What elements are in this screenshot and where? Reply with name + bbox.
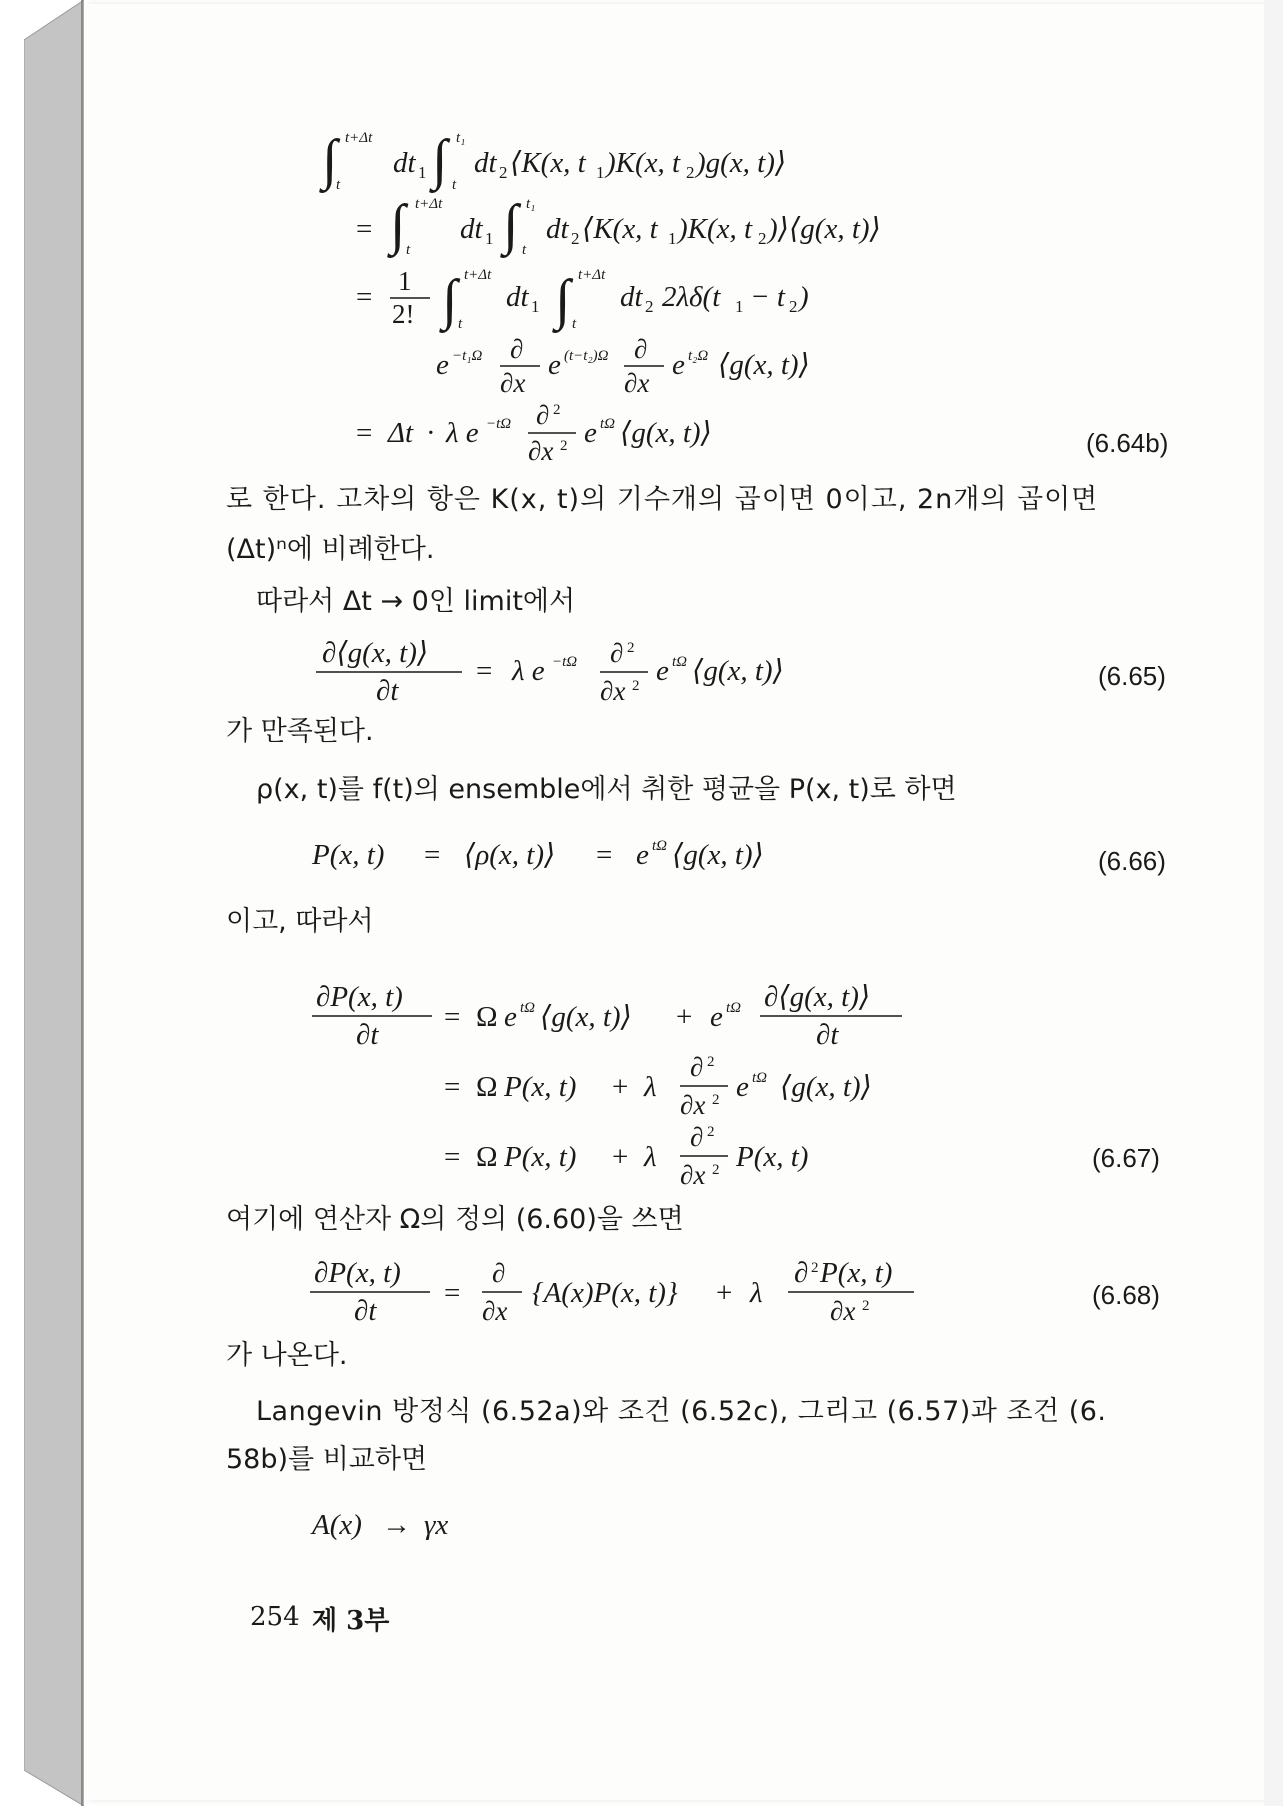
svg-text:2: 2 bbox=[707, 1054, 715, 1070]
svg-text:·: · bbox=[426, 417, 436, 449]
svg-text:1: 1 bbox=[531, 297, 540, 316]
svg-text:∂t: ∂t bbox=[376, 675, 399, 707]
equation-number-6-68: (6.68) bbox=[1092, 1280, 1160, 1310]
svg-text:⟨g(x, t)⟩: ⟨g(x, t)⟩ bbox=[718, 349, 810, 381]
svg-text:1: 1 bbox=[485, 229, 494, 248]
svg-text:Δt: Δt bbox=[388, 417, 414, 449]
svg-text:2: 2 bbox=[758, 229, 767, 248]
svg-text:⟨K(x, t: ⟨K(x, t bbox=[582, 213, 658, 245]
paragraph-ensemble: ρ(x, t)를 f(t)의 ensemble에서 취한 평균을 P(x, t)로 하면 bbox=[256, 774, 957, 805]
svg-text:2: 2 bbox=[553, 402, 561, 418]
svg-text:∂x: ∂x bbox=[482, 1296, 508, 1326]
svg-text:2: 2 bbox=[707, 1124, 715, 1140]
svg-text:t: t bbox=[336, 177, 341, 193]
svg-text:2: 2 bbox=[686, 163, 695, 182]
svg-text:∂x: ∂x bbox=[500, 368, 526, 398]
equation-number-6-66: (6.66) bbox=[1098, 846, 1166, 876]
paragraph-and-therefore: 이고, 따라서 bbox=[226, 906, 374, 937]
svg-text:⟨g(x, t)⟩: ⟨g(x, t)⟩ bbox=[620, 417, 712, 449]
svg-text:⟨ρ(x, t)⟩: ⟨ρ(x, t)⟩ bbox=[464, 839, 556, 871]
svg-text:dt: dt bbox=[620, 281, 643, 313]
part-label: 제 3부 bbox=[312, 1606, 390, 1636]
svg-text:)K(x, t: )K(x, t bbox=[606, 147, 681, 179]
svg-text:∂x: ∂x bbox=[600, 676, 626, 706]
svg-text:−tΩ: −tΩ bbox=[486, 416, 512, 432]
svg-text:=: = bbox=[444, 1141, 461, 1173]
svg-text:=: = bbox=[476, 655, 493, 687]
svg-text:{A(x)P(x, t)}: {A(x)P(x, t)} bbox=[532, 1277, 678, 1309]
svg-text:2λδ(t: 2λδ(t bbox=[662, 281, 721, 313]
paragraph-langevin-line-1: Langevin 방정식 (6.52a)와 조건 (6.52c), 그리고 (6.57)과 조건 (6. bbox=[256, 1396, 1107, 1427]
svg-text:e: e bbox=[736, 1071, 749, 1103]
svg-text:2: 2 bbox=[712, 1092, 720, 1108]
svg-text:λ: λ bbox=[644, 1071, 657, 1103]
svg-text:tΩ: tΩ bbox=[600, 416, 616, 432]
eq-6-68 bbox=[310, 1257, 914, 1327]
svg-text:1: 1 bbox=[398, 266, 412, 296]
svg-text:⟨K(x, t: ⟨K(x, t bbox=[510, 147, 586, 179]
svg-text:t₁: t₁ bbox=[526, 196, 536, 212]
svg-text:=: = bbox=[596, 839, 613, 871]
svg-text:2: 2 bbox=[789, 297, 798, 316]
svg-text:∂: ∂ bbox=[634, 334, 648, 364]
svg-text:P(x, t): P(x, t) bbox=[504, 1071, 577, 1103]
svg-text:tΩ: tΩ bbox=[652, 838, 668, 854]
svg-text:)g(x, t)⟩: )g(x, t)⟩ bbox=[696, 147, 787, 179]
svg-text:1: 1 bbox=[735, 297, 744, 316]
svg-text:λ: λ bbox=[750, 1277, 763, 1309]
svg-text:e: e bbox=[436, 349, 449, 381]
svg-text:∂P(x, t): ∂P(x, t) bbox=[314, 1257, 401, 1289]
svg-text:2: 2 bbox=[712, 1162, 720, 1178]
svg-text:=: = bbox=[444, 1001, 461, 1033]
svg-text:t: t bbox=[458, 316, 463, 332]
svg-text:∂: ∂ bbox=[610, 638, 624, 668]
svg-text:tΩ: tΩ bbox=[752, 1070, 768, 1086]
svg-text:∂: ∂ bbox=[510, 334, 524, 364]
svg-text:dt: dt bbox=[506, 281, 529, 313]
paragraph-limit: 따라서 Δt → 0인 limit에서 bbox=[256, 586, 576, 617]
paragraph-line-1: 로 한다. 고차의 항은 K(x, t)의 기수개의 곱이면 0이고, 2n개의 곱이면 bbox=[226, 484, 1099, 515]
svg-text:)K(x, t: )K(x, t bbox=[678, 213, 753, 245]
svg-text:=: = bbox=[424, 839, 441, 871]
svg-text:t₂Ω: t₂Ω bbox=[688, 348, 709, 364]
svg-text:t: t bbox=[406, 242, 411, 258]
svg-text:e: e bbox=[672, 349, 685, 381]
svg-text:e: e bbox=[584, 417, 597, 449]
svg-text:∂: ∂ bbox=[690, 1052, 704, 1082]
svg-text:λ e: λ e bbox=[512, 655, 545, 687]
equation-number-6-65: (6.65) bbox=[1098, 661, 1166, 691]
svg-text:⟨g(x, t)⟩: ⟨g(x, t)⟩ bbox=[692, 655, 784, 687]
svg-text:→: → bbox=[382, 1509, 411, 1541]
svg-text:=: = bbox=[444, 1071, 461, 1103]
svg-text:∫: ∫ bbox=[432, 129, 448, 191]
svg-text:1: 1 bbox=[418, 163, 427, 182]
svg-text:e: e bbox=[710, 1001, 723, 1033]
svg-text:2: 2 bbox=[560, 438, 568, 454]
svg-text:2: 2 bbox=[571, 229, 580, 248]
paragraph-result: 가 나온다. bbox=[226, 1340, 348, 1371]
svg-text:2: 2 bbox=[645, 297, 654, 316]
svg-text:∫: ∫ bbox=[322, 129, 338, 191]
svg-text:t: t bbox=[572, 316, 577, 332]
svg-text:dt: dt bbox=[460, 213, 483, 245]
svg-text:− t: − t bbox=[750, 281, 785, 313]
svg-text:+: + bbox=[612, 1141, 629, 1173]
svg-text:∂⟨g(x, t)⟩: ∂⟨g(x, t)⟩ bbox=[764, 981, 871, 1013]
svg-text:∂P(x, t): ∂P(x, t) bbox=[316, 981, 403, 1013]
svg-text:dt: dt bbox=[393, 147, 416, 179]
svg-text:∂x: ∂x bbox=[680, 1160, 706, 1190]
eq-line-4 bbox=[436, 334, 810, 398]
svg-text:dt: dt bbox=[546, 213, 569, 245]
svg-text:+: + bbox=[612, 1071, 629, 1103]
svg-text:=: = bbox=[356, 417, 373, 449]
svg-text:=: = bbox=[356, 213, 373, 245]
equation-number-6-67: (6.67) bbox=[1092, 1143, 1160, 1173]
svg-text:1: 1 bbox=[596, 163, 605, 182]
svg-text:P(x, t): P(x, t) bbox=[504, 1141, 577, 1173]
svg-text:+: + bbox=[716, 1277, 733, 1309]
svg-text:Ω: Ω bbox=[476, 1071, 498, 1103]
svg-text:∫: ∫ bbox=[503, 194, 519, 256]
svg-text:⟨g(x, t)⟩: ⟨g(x, t)⟩ bbox=[672, 839, 764, 871]
svg-text:∫: ∫ bbox=[390, 194, 406, 256]
svg-text:e: e bbox=[548, 349, 561, 381]
svg-text:λ e: λ e bbox=[446, 417, 479, 449]
eq-6-66 bbox=[311, 838, 764, 871]
svg-text:−t₁Ω: −t₁Ω bbox=[452, 348, 483, 364]
svg-text:∂t: ∂t bbox=[354, 1295, 377, 1327]
svg-text:tΩ: tΩ bbox=[672, 654, 688, 670]
eq-line-3 bbox=[356, 266, 809, 334]
eq-a-gamma bbox=[310, 1509, 448, 1541]
svg-text:2: 2 bbox=[632, 678, 640, 694]
svg-text:): ) bbox=[799, 281, 809, 313]
svg-text:−tΩ: −tΩ bbox=[552, 654, 578, 670]
eq-line-5 bbox=[356, 400, 712, 466]
svg-text:λ: λ bbox=[644, 1141, 657, 1173]
svg-text:∫: ∫ bbox=[442, 269, 458, 331]
eq-line-1 bbox=[319, 129, 786, 194]
svg-text:tΩ: tΩ bbox=[726, 1000, 742, 1016]
eq-6-67 bbox=[312, 981, 902, 1190]
eq-line-2 bbox=[356, 194, 881, 259]
svg-text:)⟩⟨g(x, t)⟩: )⟩⟨g(x, t)⟩ bbox=[768, 213, 881, 245]
svg-text:∂⟨g(x, t)⟩: ∂⟨g(x, t)⟩ bbox=[322, 637, 429, 669]
svg-text:P(x, t): P(x, t) bbox=[736, 1141, 809, 1173]
paragraph-langevin-line-2: 58b)를 비교하면 bbox=[226, 1444, 428, 1475]
svg-text:∂: ∂ bbox=[794, 1257, 809, 1289]
svg-text:2: 2 bbox=[627, 640, 635, 656]
svg-text:e: e bbox=[636, 839, 649, 871]
svg-text:t: t bbox=[522, 242, 527, 258]
page-number: 254 bbox=[250, 1602, 300, 1632]
svg-text:A(x): A(x) bbox=[312, 1509, 362, 1541]
svg-text:γx: γx bbox=[424, 1509, 449, 1541]
svg-text:t₁: t₁ bbox=[456, 130, 466, 146]
svg-text:e: e bbox=[656, 655, 669, 687]
svg-text:dt: dt bbox=[474, 147, 497, 179]
svg-text:t+Δt: t+Δt bbox=[345, 130, 373, 146]
svg-text:∂t: ∂t bbox=[816, 1019, 839, 1051]
svg-text:∂t: ∂t bbox=[356, 1019, 379, 1051]
svg-text:t+Δt: t+Δt bbox=[578, 267, 606, 283]
svg-text:e: e bbox=[504, 1001, 517, 1033]
svg-text:∂x: ∂x bbox=[830, 1296, 856, 1326]
svg-text:∂: ∂ bbox=[492, 1258, 506, 1288]
paragraph-satisfied: 가 만족된다. bbox=[226, 716, 374, 747]
paragraph-line-2: (Δt)ⁿ에 비례한다. bbox=[226, 534, 435, 565]
svg-text:P(x, t): P(x, t) bbox=[820, 1257, 893, 1289]
svg-text:2: 2 bbox=[499, 163, 508, 182]
svg-text:P(x, t): P(x, t) bbox=[312, 839, 385, 871]
svg-text:1: 1 bbox=[668, 229, 677, 248]
svg-text:⟨g(x, t)⟩: ⟨g(x, t)⟩ bbox=[540, 1001, 632, 1033]
svg-text:=: = bbox=[444, 1277, 461, 1309]
svg-text:(t−t₂)Ω: (t−t₂)Ω bbox=[564, 348, 609, 364]
equation-number-6-64b: (6.64b) bbox=[1086, 428, 1169, 458]
svg-text:∂: ∂ bbox=[536, 400, 550, 430]
svg-text:∂x: ∂x bbox=[528, 436, 554, 466]
svg-text:tΩ: tΩ bbox=[520, 1000, 536, 1016]
svg-text:Ω: Ω bbox=[476, 1001, 498, 1033]
svg-text:∫: ∫ bbox=[555, 269, 571, 331]
svg-text:2!: 2! bbox=[392, 299, 415, 329]
svg-text:t+Δt: t+Δt bbox=[464, 267, 492, 283]
svg-text:+: + bbox=[676, 1001, 693, 1033]
svg-text:t: t bbox=[452, 177, 457, 193]
svg-text:2: 2 bbox=[811, 1260, 819, 1276]
svg-text:∂: ∂ bbox=[690, 1122, 704, 1152]
svg-text:2: 2 bbox=[862, 1298, 870, 1314]
eq-6-65 bbox=[316, 637, 784, 707]
svg-text:t+Δt: t+Δt bbox=[415, 196, 443, 212]
svg-text:=: = bbox=[356, 281, 373, 313]
svg-text:∂x: ∂x bbox=[680, 1090, 706, 1120]
svg-text:∂x: ∂x bbox=[624, 368, 650, 398]
svg-text:⟨g(x, t)⟩: ⟨g(x, t)⟩ bbox=[780, 1071, 872, 1103]
svg-text:Ω: Ω bbox=[476, 1141, 498, 1173]
paragraph-operator-definition: 여기에 연산자 Ω의 정의 (6.60)을 쓰면 bbox=[226, 1204, 684, 1235]
